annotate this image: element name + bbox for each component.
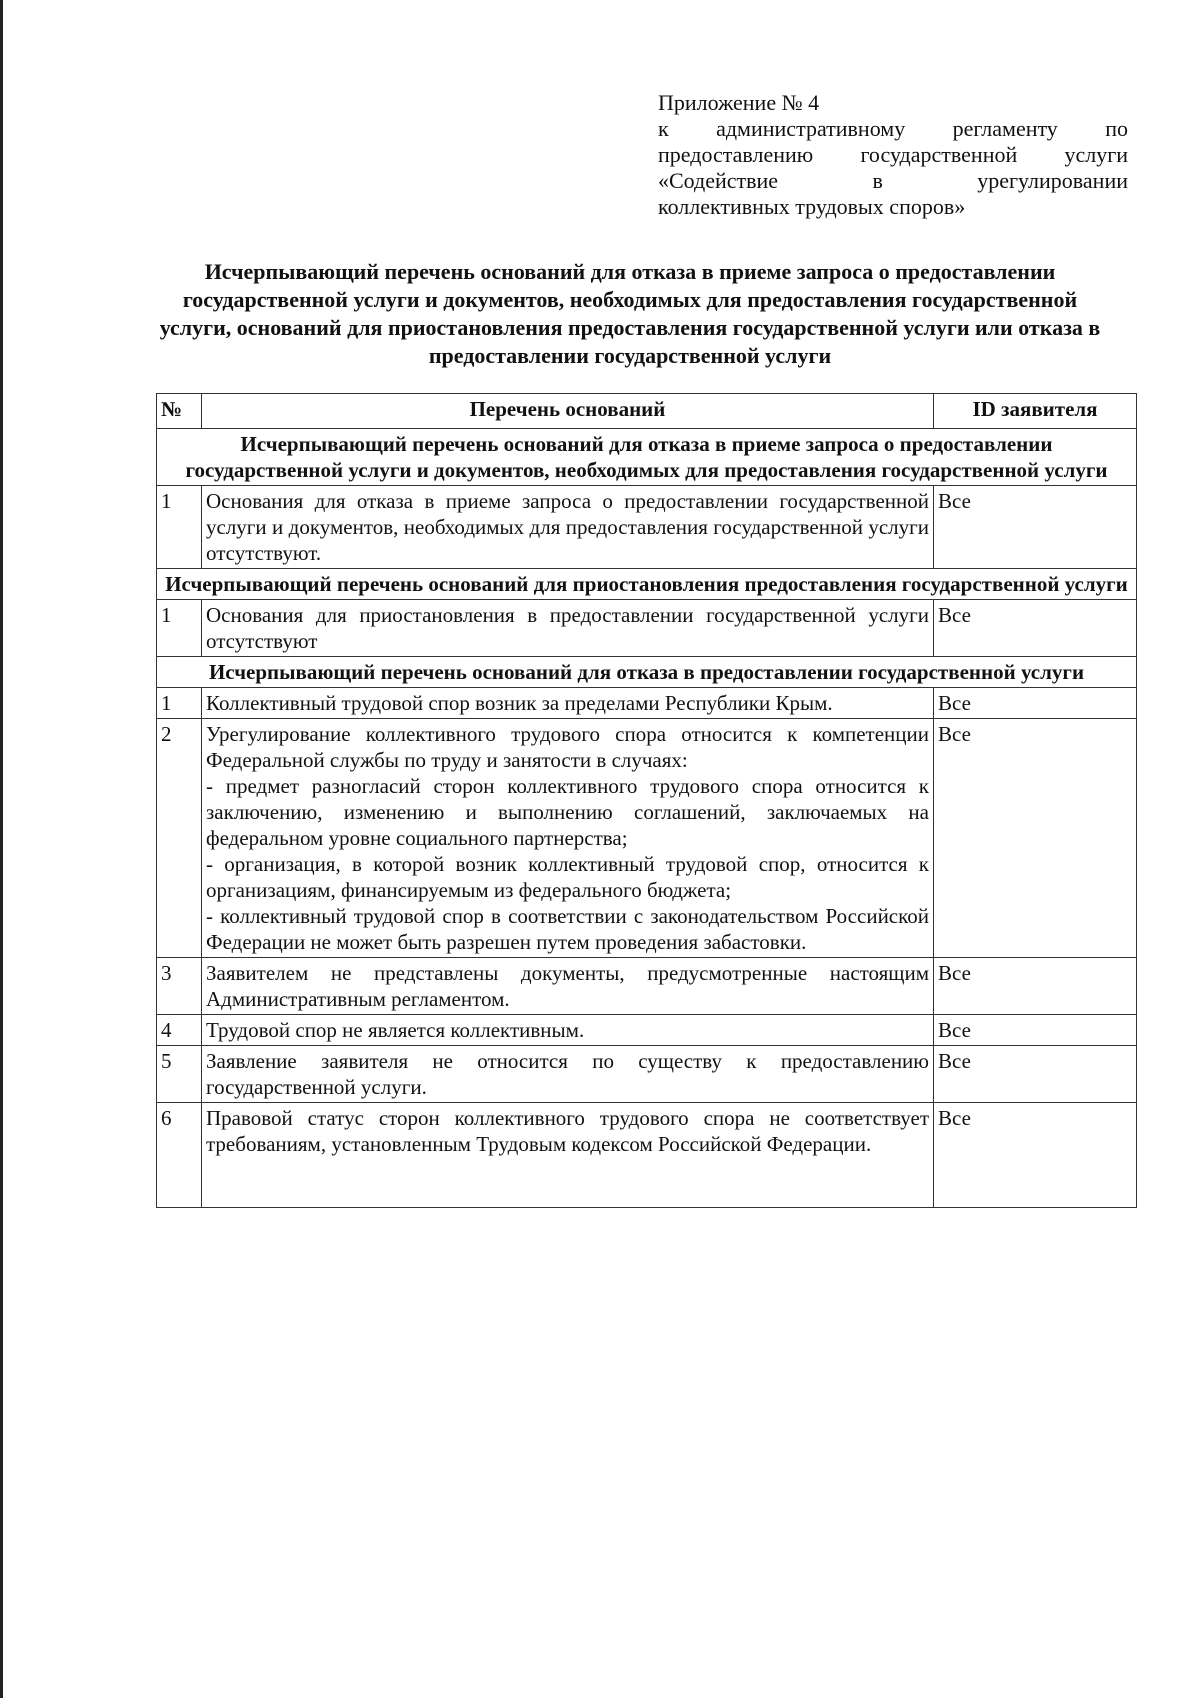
- row-paragraph: Заявление заявителя не относится по существу к предоставлению государственной услуги.: [206, 1049, 929, 1099]
- appendix-line: коллективных трудовых споров»: [658, 194, 966, 219]
- row-applicant-id: Все: [934, 1046, 1137, 1103]
- header-number: №: [157, 394, 202, 429]
- row-number: 1: [157, 486, 202, 569]
- row-text: [202, 486, 934, 569]
- row-applicant-id: Все: [934, 719, 1137, 958]
- row-number: 1: [157, 600, 202, 657]
- row-number: 2: [157, 719, 202, 958]
- document-title: Исчерпывающий перечень оснований для отказа в приеме запроса о предоставлении государственной услуги и документов, необходимых для предоставления государственной услуги, оснований для приостановления предоставления государственной услуги или отказа в предоставлении государственной услуги: [159, 259, 1101, 368]
- scan-edge-line: [0, 0, 3, 1698]
- row-applicant-id: Все: [934, 600, 1137, 657]
- row-text: [202, 719, 934, 958]
- table-row: [157, 719, 1137, 958]
- row-paragraph: Заявителем не представлены документы, предусмотренные настоящим Административным регламентом.: [206, 961, 929, 1011]
- appendix-line: предоставлению государственной услуги: [658, 142, 1128, 167]
- table-row: [157, 958, 1137, 1015]
- row-paragraph: Урегулирование коллективного трудового спора относится к компетенции Федеральной службы по труду и занятости в случаях:: [206, 722, 929, 772]
- section-title: Исчерпывающий перечень оснований для приостановления предоставления государственной услуги: [157, 569, 1137, 600]
- section-row: [157, 429, 1137, 486]
- row-applicant-id: Все: [934, 688, 1137, 719]
- section-title: Исчерпывающий перечень оснований для отказа в предоставлении государственной услуги: [157, 657, 1137, 688]
- row-text: [202, 1103, 934, 1208]
- row-paragraph: - коллективный трудовой спор в соответствии с законодательством Российской Федерации не может быть разрешен путем проведения забастовки.: [206, 904, 929, 954]
- row-text: [202, 600, 934, 657]
- row-paragraph: Коллективный трудовой спор возник за пределами Республики Крым.: [206, 691, 833, 715]
- table-row: [157, 1103, 1137, 1208]
- table-row: [157, 688, 1137, 719]
- table-row: [157, 1015, 1137, 1046]
- row-text: [202, 1015, 934, 1046]
- row-paragraph: Основания для приостановления в предоставлении государственной услуги отсутствуют: [206, 603, 929, 653]
- row-paragraph: Основания для отказа в приеме запроса о предоставлении государственной услуги и документов, необходимых для предоставления государственной услуги отсутствуют.: [206, 489, 929, 565]
- appendix-line: Приложение № 4: [658, 90, 820, 115]
- appendix-line: «Содействие в урегулировании: [658, 168, 1128, 193]
- row-applicant-id: Все: [934, 1103, 1137, 1208]
- row-number: 5: [157, 1046, 202, 1103]
- row-number: 3: [157, 958, 202, 1015]
- table-row: [157, 600, 1137, 657]
- section-title: Исчерпывающий перечень оснований для отказа в приеме запроса о предоставлении государственной услуги и документов, необходимых для предоставления государственной услуги: [157, 429, 1137, 486]
- grounds-table: [156, 393, 1137, 1208]
- row-text: [202, 958, 934, 1015]
- header-grounds: Перечень оснований: [202, 394, 934, 429]
- row-number: 4: [157, 1015, 202, 1046]
- row-number: 6: [157, 1103, 202, 1208]
- appendix-line: к административному регламенту по: [658, 116, 1128, 141]
- row-paragraph: Правовой статус сторон коллективного трудового спора не соответствует требованиям, установленным Трудовым кодексом Российской Федерации.: [206, 1106, 929, 1156]
- section-row: [157, 657, 1137, 688]
- header-applicant-id: ID заявителя: [934, 394, 1137, 429]
- table-row: [157, 1046, 1137, 1103]
- table-header-row: [157, 394, 1137, 429]
- row-paragraph: Трудовой спор не является коллективным.: [206, 1018, 585, 1042]
- table-row: [157, 486, 1137, 569]
- row-applicant-id: Все: [934, 958, 1137, 1015]
- row-text: [202, 688, 934, 719]
- row-paragraph: - предмет разногласий сторон коллективного трудового спора относится к заключению, изменению и выполнению соглашений, заключаемых на федеральном уровне социального партнерства;: [206, 774, 929, 850]
- row-text: [202, 1046, 934, 1103]
- appendix-note: [658, 90, 1128, 220]
- row-number: 1: [157, 688, 202, 719]
- section-row: [157, 569, 1137, 600]
- row-applicant-id: Все: [934, 486, 1137, 569]
- row-applicant-id: Все: [934, 1015, 1137, 1046]
- row-paragraph: - организация, в которой возник коллективный трудовой спор, относится к организациям, финансируемым из федерального бюджета;: [206, 852, 929, 902]
